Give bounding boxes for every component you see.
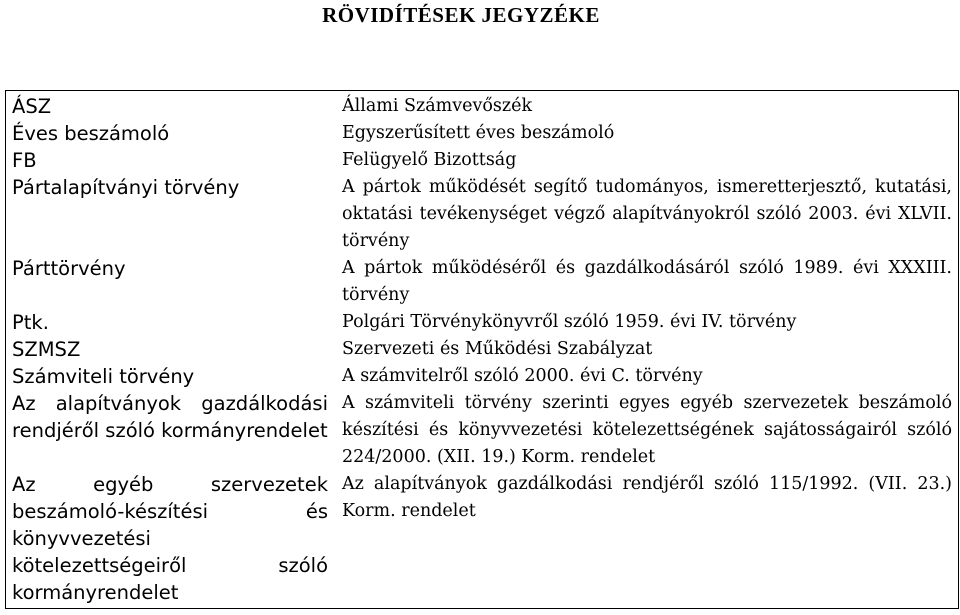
table-row	[6, 174, 959, 255]
abbreviation-definition: Az alapítványok gazdálkodási rendjéről szóló 115/1992. (VII. 23.) Korm. rendelet	[342, 474, 952, 521]
abbreviation-term: Az alapítványok gazdálkodási rendjéről szóló kormányrendelet	[12, 392, 328, 442]
table-row	[6, 471, 959, 609]
abbreviation-definition: Polgári Törvénykönyvről szóló 1959. évi IV. törvény	[342, 312, 797, 332]
abbreviation-term: ÁSZ	[12, 95, 52, 118]
page-title: RÖVIDÍTÉSEK JEGYZÉKE	[322, 3, 600, 27]
abbreviation-definition: A számviteli törvény szerinti egyes egyéb szervezetek beszámoló készítési és könyvvezetési kötelezettségének sajátosságairól szóló 224/2000. (XII. 19.) Korm. rendelet	[342, 393, 952, 467]
table-row	[6, 120, 959, 147]
abbreviations-table	[5, 90, 959, 609]
table-row	[6, 390, 959, 471]
abbreviation-definition: A pártok működését segítő tudományos, ismeretterjesztő, kutatási, oktatási tevékenységet végző alapítványokról szóló 2003. évi XLVII. törvény	[342, 177, 952, 251]
abbreviation-definition: Állami Számvevőszék	[342, 96, 533, 116]
abbreviation-term: FB	[12, 149, 37, 172]
abbreviation-definition: A számvitelről szóló 2000. évi C. törvény	[342, 366, 703, 386]
table-row	[6, 147, 959, 174]
table-row	[6, 91, 959, 121]
table-row	[6, 255, 959, 309]
table-row	[6, 363, 959, 390]
abbreviation-term: Az egyéb szervezetek beszámoló-készítési és könyvvezetési kötelezettségeiről szóló kormányrendelet	[12, 473, 328, 604]
abbreviation-term: Párttörvény	[12, 257, 126, 280]
abbreviation-definition: Egyszerűsített éves beszámoló	[342, 123, 615, 143]
table-row	[6, 336, 959, 363]
abbreviation-term: Pártalapítványi törvény	[12, 176, 240, 199]
abbreviation-definition: A pártok működéséről és gazdálkodásáról szóló 1989. évi XXXIII. törvény	[342, 258, 952, 305]
abbreviation-term: Ptk.	[12, 311, 49, 334]
abbreviation-term: Számviteli törvény	[12, 365, 195, 388]
abbreviation-term: SZMSZ	[12, 338, 81, 361]
abbreviation-definition: Felügyelő Bizottság	[342, 150, 517, 170]
table-row	[6, 309, 959, 336]
abbreviation-term: Éves beszámoló	[12, 122, 170, 145]
abbreviation-definition: Szervezeti és Működési Szabályzat	[342, 339, 653, 359]
